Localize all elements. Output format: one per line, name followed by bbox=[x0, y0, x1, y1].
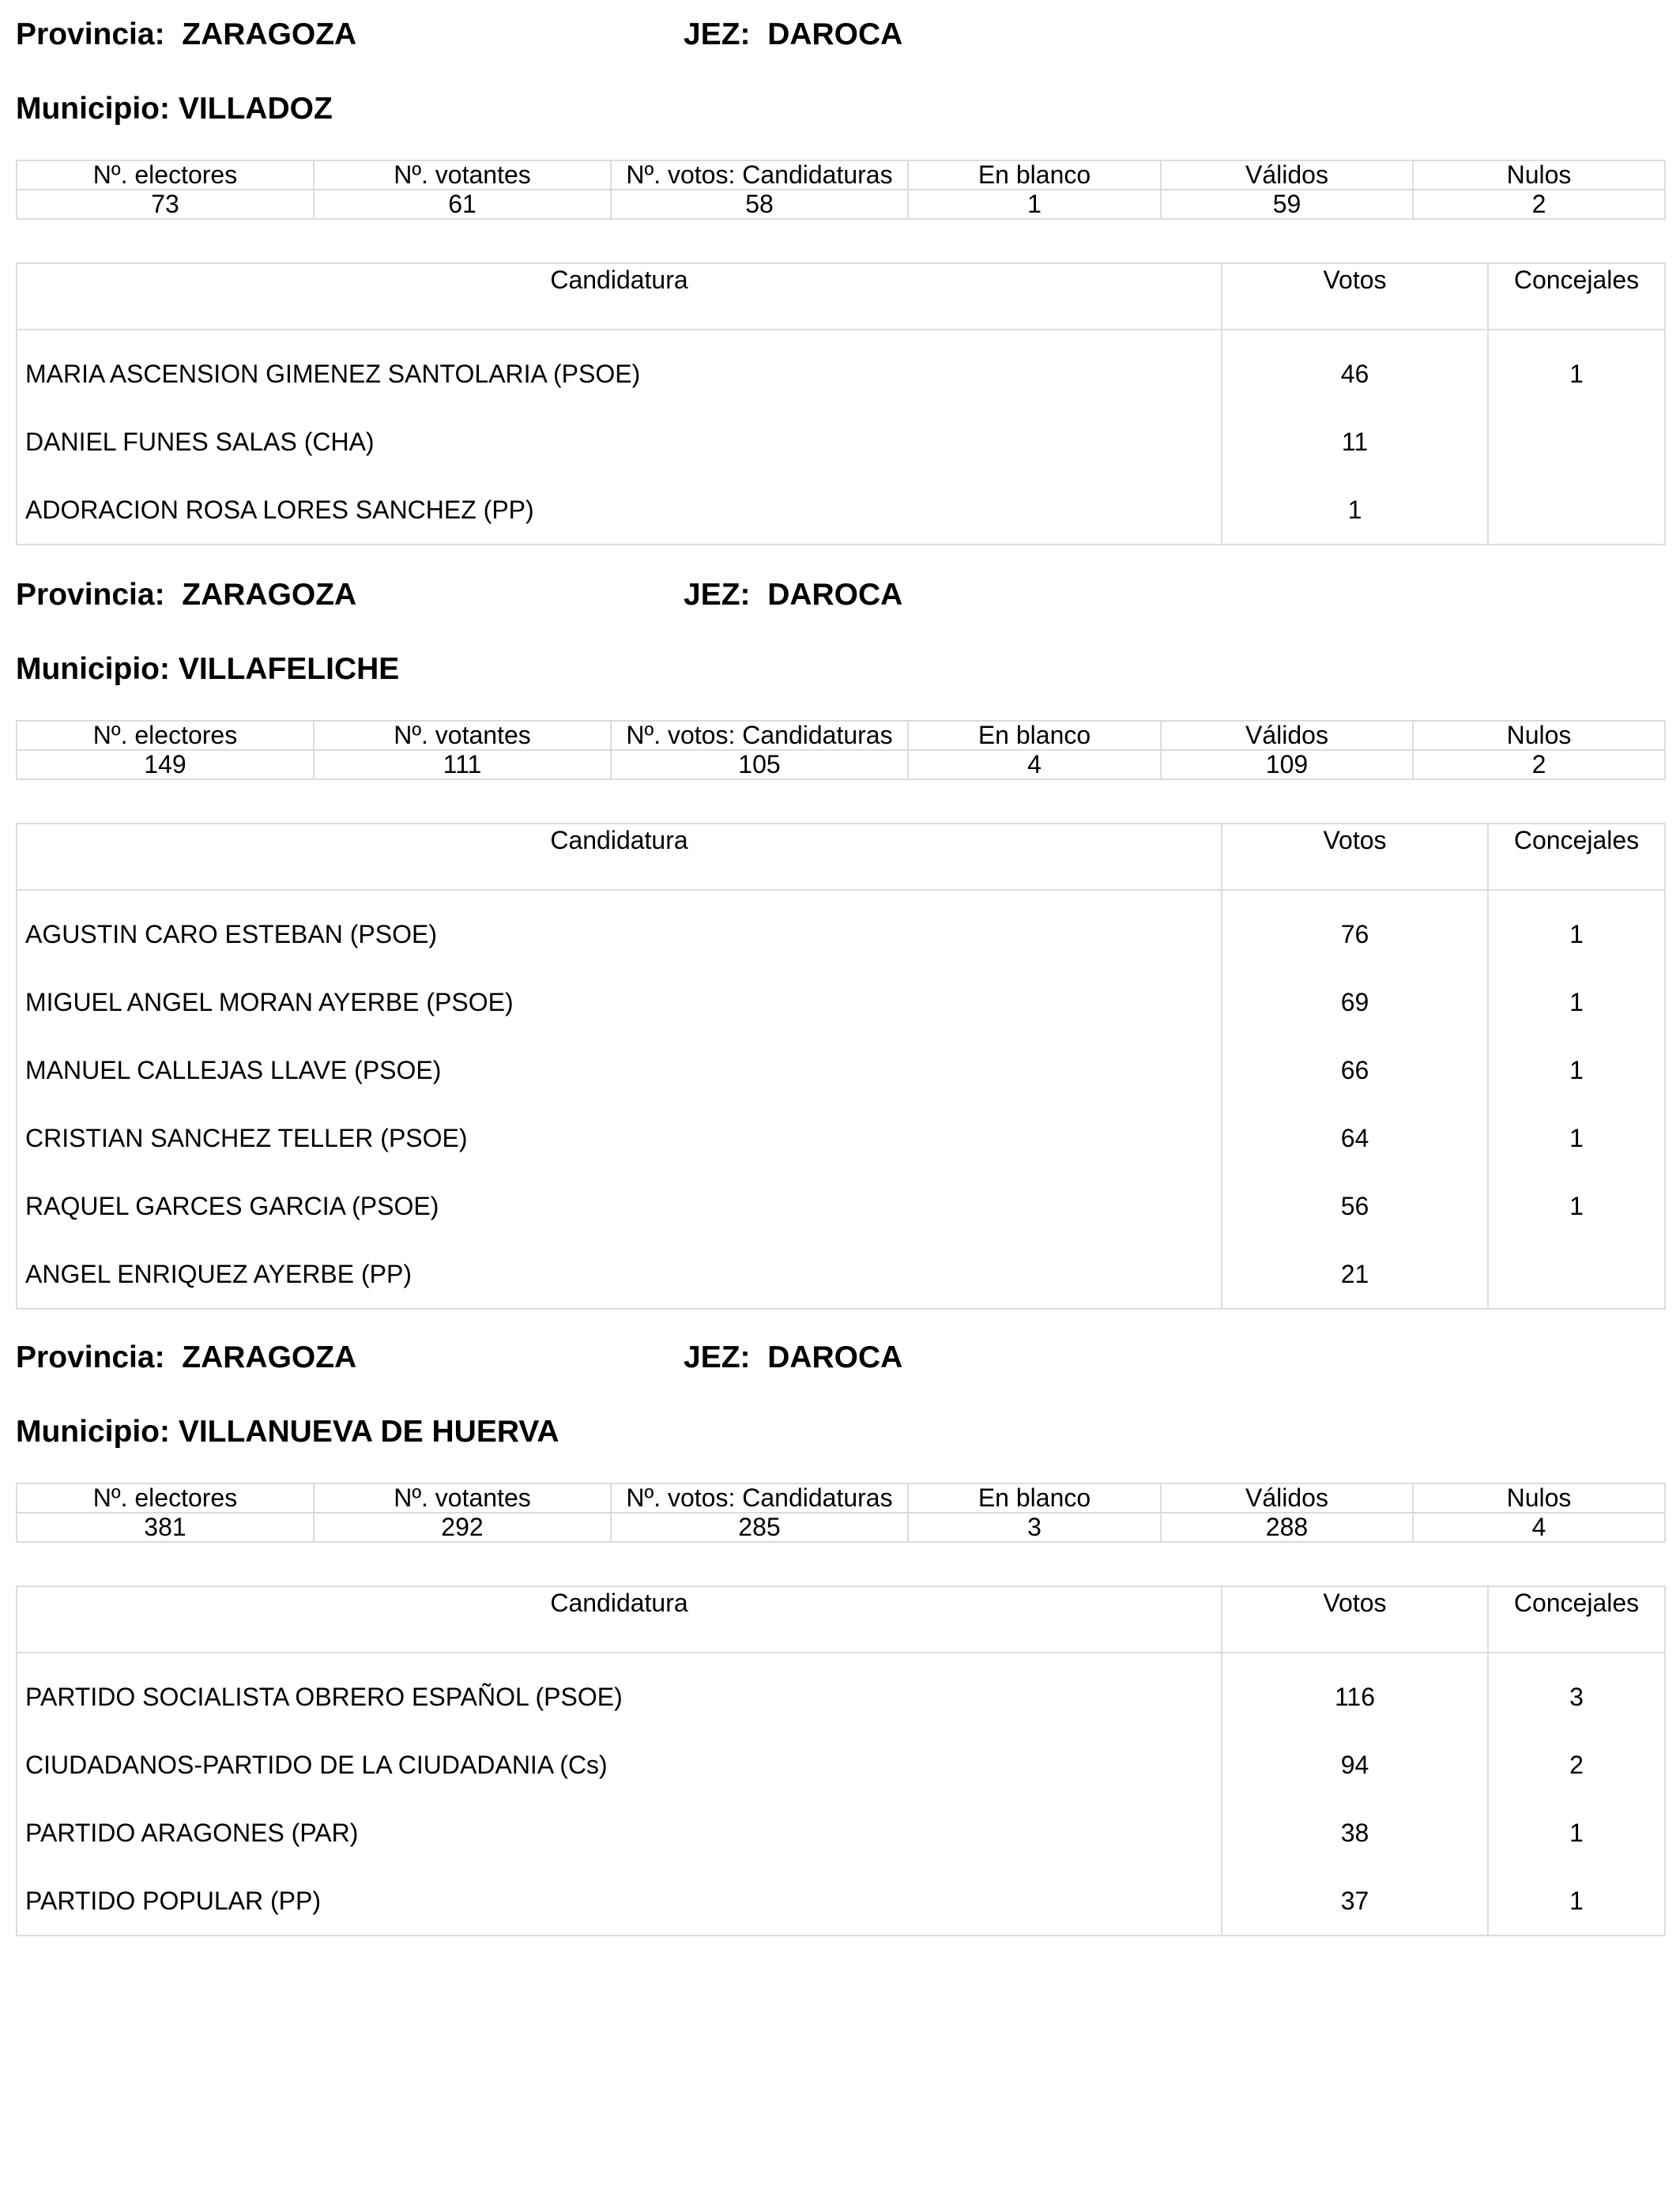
stats-value: 292 bbox=[314, 1513, 611, 1542]
candidate-votos: 38 bbox=[1222, 1799, 1488, 1867]
candidate-name: PARTIDO POPULAR (PP) bbox=[17, 1867, 1222, 1936]
candidatura-header: Candidatura bbox=[17, 263, 1222, 330]
stats-value: 381 bbox=[17, 1513, 314, 1542]
candidate-concejales bbox=[1488, 408, 1665, 476]
candidate-votos: 21 bbox=[1222, 1240, 1488, 1309]
table-row bbox=[17, 1867, 1665, 1936]
candidate-votos: 76 bbox=[1222, 890, 1488, 968]
stats-header: Válidos bbox=[1161, 1483, 1413, 1513]
stats-value: 288 bbox=[1161, 1513, 1413, 1542]
stats-header: Nº. electores bbox=[17, 1483, 314, 1513]
stats-header: Nulos bbox=[1413, 1483, 1665, 1513]
provincia-line: Provincia: ZARAGOZA bbox=[16, 17, 357, 51]
candidate-votos: 94 bbox=[1222, 1731, 1488, 1799]
votos-header: Votos bbox=[1222, 824, 1488, 890]
stats-value: 109 bbox=[1161, 750, 1413, 779]
candidate-votos: 69 bbox=[1222, 968, 1488, 1036]
stats-value: 1 bbox=[908, 190, 1161, 219]
votos-header: Votos bbox=[1222, 263, 1488, 330]
table-row bbox=[17, 330, 1665, 408]
candidate-name: PARTIDO SOCIALISTA OBRERO ESPAÑOL (PSOE) bbox=[17, 1653, 1222, 1731]
concejales-header: Concejales bbox=[1488, 824, 1665, 890]
stats-value-row bbox=[17, 190, 1665, 219]
candidate-name: ANGEL ENRIQUEZ AYERBE (PP) bbox=[17, 1240, 1222, 1309]
municipio-title: Municipio: VILLANUEVA DE HUERVA bbox=[16, 1415, 559, 1449]
candidate-name: AGUSTIN CARO ESTEBAN (PSOE) bbox=[17, 890, 1222, 968]
concejales-header: Concejales bbox=[1488, 1586, 1665, 1653]
municipio-value: VILLANUEVA DE HUERVA bbox=[178, 1415, 559, 1449]
stats-header: En blanco bbox=[908, 721, 1161, 750]
candidate-name: PARTIDO ARAGONES (PAR) bbox=[17, 1799, 1222, 1867]
candidate-concejales: 2 bbox=[1488, 1731, 1665, 1799]
stats-value: 4 bbox=[908, 750, 1161, 779]
table-row bbox=[17, 476, 1665, 545]
stats-header: Nº. votos: Candidaturas bbox=[611, 160, 908, 190]
jez-line: JEZ: DAROCA bbox=[684, 578, 903, 612]
candidate-name: MANUEL CALLEJAS LLAVE (PSOE) bbox=[17, 1036, 1222, 1104]
stats-header: Nulos bbox=[1413, 160, 1665, 190]
stats-value: 2 bbox=[1413, 750, 1665, 779]
candidates-header-row bbox=[17, 1586, 1665, 1653]
stats-value: 2 bbox=[1413, 190, 1665, 219]
provincia-value: ZARAGOZA bbox=[182, 578, 357, 612]
stats-value: 149 bbox=[17, 750, 314, 779]
stats-value: 59 bbox=[1161, 190, 1413, 219]
stats-value-row bbox=[17, 750, 1665, 779]
stats-value: 111 bbox=[314, 750, 611, 779]
stats-value: 61 bbox=[314, 190, 611, 219]
stats-value: 285 bbox=[611, 1513, 908, 1542]
candidate-concejales: 1 bbox=[1488, 330, 1665, 408]
candidate-votos: 46 bbox=[1222, 330, 1488, 408]
provincia-line: Provincia: ZARAGOZA bbox=[16, 1340, 357, 1374]
stats-header-row bbox=[17, 1483, 1665, 1513]
stats-value-row bbox=[17, 1513, 1665, 1542]
candidate-concejales: 1 bbox=[1488, 1799, 1665, 1867]
stats-header: Nº. electores bbox=[17, 160, 314, 190]
candidates-table bbox=[16, 1585, 1666, 1936]
candidate-concejales: 1 bbox=[1488, 968, 1665, 1036]
stats-header: Nº. votos: Candidaturas bbox=[611, 1483, 908, 1513]
provincia-value: ZARAGOZA bbox=[182, 17, 357, 51]
candidate-concejales: 1 bbox=[1488, 1104, 1665, 1172]
stats-header: Nulos bbox=[1413, 721, 1665, 750]
candidate-name: CIUDADANOS-PARTIDO DE LA CIUDADANIA (Cs) bbox=[17, 1731, 1222, 1799]
candidatura-header: Candidatura bbox=[17, 824, 1222, 890]
table-row bbox=[17, 1036, 1665, 1104]
candidate-votos: 11 bbox=[1222, 408, 1488, 476]
jez-line: JEZ: DAROCA bbox=[684, 1340, 903, 1374]
candidatura-header: Candidatura bbox=[17, 1586, 1222, 1653]
candidate-name: MIGUEL ANGEL MORAN AYERBE (PSOE) bbox=[17, 968, 1222, 1036]
municipio-value: VILLAFELICHE bbox=[178, 652, 400, 686]
municipio-title: Municipio: VILLADOZ bbox=[16, 92, 333, 126]
concejales-header: Concejales bbox=[1488, 263, 1665, 330]
candidate-concejales: 1 bbox=[1488, 1867, 1665, 1936]
table-row bbox=[17, 890, 1665, 968]
stats-value: 73 bbox=[17, 190, 314, 219]
jez-line: JEZ: DAROCA bbox=[684, 17, 903, 51]
provincia-value: ZARAGOZA bbox=[182, 1340, 357, 1374]
candidate-votos: 37 bbox=[1222, 1867, 1488, 1936]
stats-header: Válidos bbox=[1161, 721, 1413, 750]
candidate-concejales: 3 bbox=[1488, 1653, 1665, 1731]
stats-table bbox=[16, 1483, 1666, 1543]
table-row bbox=[17, 1653, 1665, 1731]
candidate-votos: 66 bbox=[1222, 1036, 1488, 1104]
candidate-votos: 1 bbox=[1222, 476, 1488, 545]
table-row bbox=[17, 1731, 1665, 1799]
candidate-votos: 116 bbox=[1222, 1653, 1488, 1731]
stats-header: En blanco bbox=[908, 1483, 1161, 1513]
candidate-name: RAQUEL GARCES GARCIA (PSOE) bbox=[17, 1172, 1222, 1240]
stats-header: Nº. votantes bbox=[314, 1483, 611, 1513]
candidate-votos: 56 bbox=[1222, 1172, 1488, 1240]
candidates-header-row bbox=[17, 824, 1665, 890]
candidates-header-row bbox=[17, 263, 1665, 330]
municipio-value: VILLADOZ bbox=[178, 92, 333, 126]
candidate-concejales bbox=[1488, 1240, 1665, 1309]
table-row bbox=[17, 1240, 1665, 1309]
candidate-concejales: 1 bbox=[1488, 1036, 1665, 1104]
table-row bbox=[17, 968, 1665, 1036]
candidate-concejales: 1 bbox=[1488, 1172, 1665, 1240]
stats-header: Nº. votantes bbox=[314, 721, 611, 750]
stats-value: 3 bbox=[908, 1513, 1161, 1542]
candidate-name: MARIA ASCENSION GIMENEZ SANTOLARIA (PSOE) bbox=[17, 330, 1222, 408]
candidate-name: ADORACION ROSA LORES SANCHEZ (PP) bbox=[17, 476, 1222, 545]
candidates-table bbox=[16, 262, 1666, 545]
candidate-concejales bbox=[1488, 476, 1665, 545]
candidates-table bbox=[16, 823, 1666, 1310]
stats-header: Nº. votantes bbox=[314, 160, 611, 190]
stats-table bbox=[16, 160, 1666, 220]
jez-value: DAROCA bbox=[767, 578, 903, 612]
stats-header-row bbox=[17, 721, 1665, 750]
stats-header: Nº. votos: Candidaturas bbox=[611, 721, 908, 750]
candidate-concejales: 1 bbox=[1488, 890, 1665, 968]
stats-header: Válidos bbox=[1161, 160, 1413, 190]
table-row bbox=[17, 1172, 1665, 1240]
municipio-title: Municipio: VILLAFELICHE bbox=[16, 652, 400, 686]
stats-header-row bbox=[17, 160, 1665, 190]
candidate-name: DANIEL FUNES SALAS (CHA) bbox=[17, 408, 1222, 476]
stats-value: 58 bbox=[611, 190, 908, 219]
candidate-votos: 64 bbox=[1222, 1104, 1488, 1172]
table-row bbox=[17, 1104, 1665, 1172]
stats-header: En blanco bbox=[908, 160, 1161, 190]
jez-value: DAROCA bbox=[767, 1340, 903, 1374]
jez-value: DAROCA bbox=[767, 17, 903, 51]
candidate-name: CRISTIAN SANCHEZ TELLER (PSOE) bbox=[17, 1104, 1222, 1172]
stats-table bbox=[16, 720, 1666, 780]
table-row bbox=[17, 1799, 1665, 1867]
table-row bbox=[17, 408, 1665, 476]
stats-header: Nº. electores bbox=[17, 721, 314, 750]
stats-value: 4 bbox=[1413, 1513, 1665, 1542]
provincia-line: Provincia: ZARAGOZA bbox=[16, 578, 357, 612]
stats-value: 105 bbox=[611, 750, 908, 779]
votos-header: Votos bbox=[1222, 1586, 1488, 1653]
